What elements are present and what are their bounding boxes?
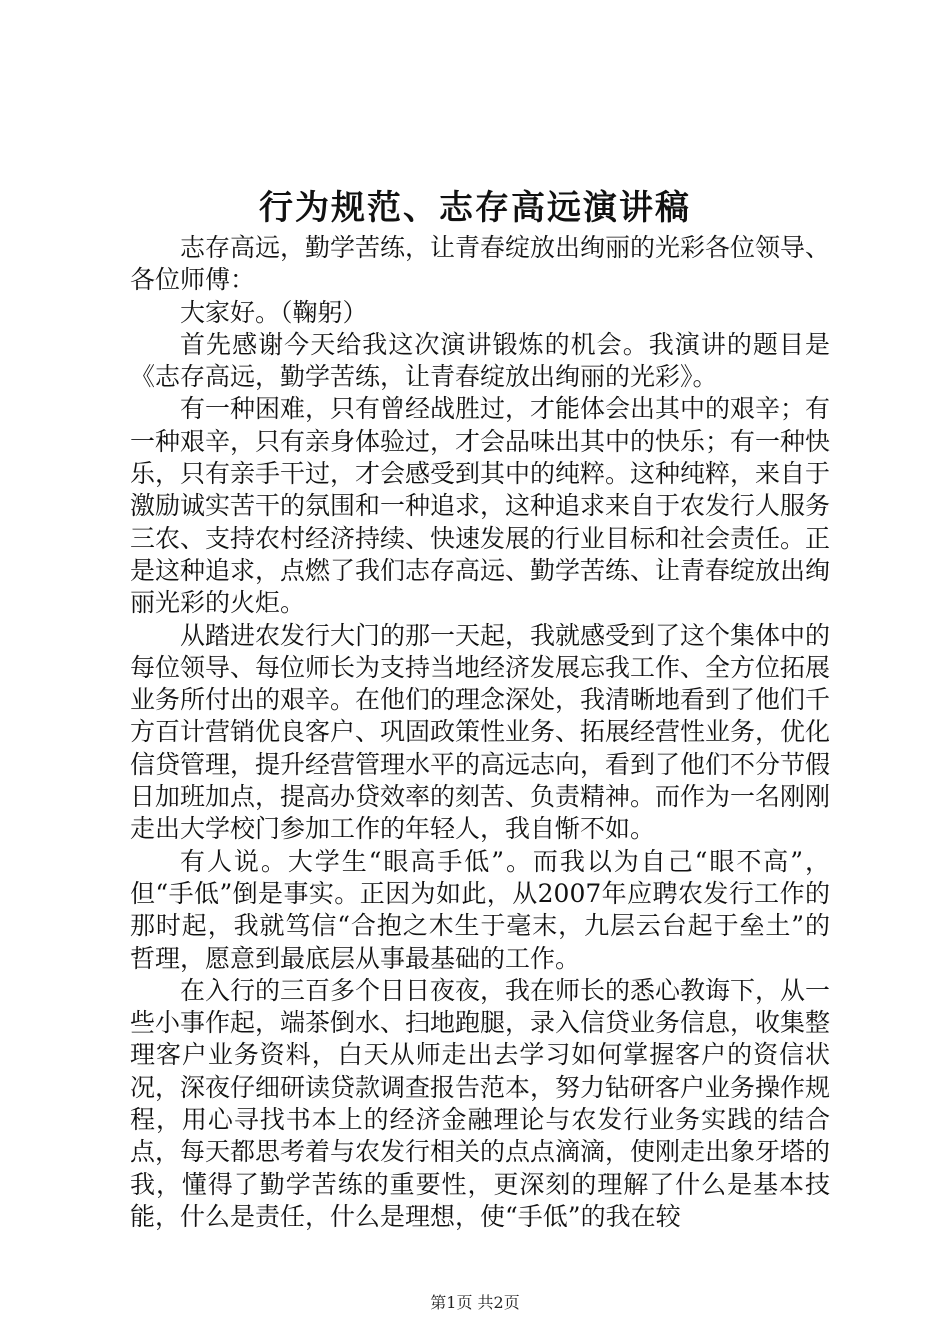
document-body	[130, 232, 830, 1233]
page-number-footer: 第1页 共2页	[430, 1293, 520, 1312]
paragraph: 首先感谢今天给我这次演讲锻炼的机会。我演讲的题目是《志存高远，勤学苦练，让青春绽放出绚丽的光彩》。	[130, 329, 830, 392]
paragraph: 在入行的三百多个日日夜夜，我在师长的悉心教诲下，从一些小事作起，端茶倒水、扫地跑腿，录入信贷业务信息，收集整理客户业务资料，白天从师走出去学习如何掌握客户的资信状况，深夜仔细研读贷款调查报告范本，努力钻研客户业务操作规程，用心寻找书本上的经济金融理论与农发行业务实践的结合点，每天都思考着与农发行相关的点点滴滴，使刚走出象牙塔的我，懂得了勤学苦练的重要性，更深刻的理解了什么是基本技能，什么是责任，什么是理想，使“手低”的我在较	[130, 975, 831, 1231]
paragraph: 从踏进农发行大门的那一天起，我就感受到了这个集体中的每位领导、每位师长为支持当地经济发展忘我工作、全方位拓展业务所付出的艰辛。在他们的理念深处，我清晰地看到了他们千方百计营销优良客户、巩固政策性业务、拓展经营性业务，优化信贷管理，提升经营管理水平的高远志向，看到了他们不分节假日加班加点，提高办贷效率的刻苦、负责精神。而作为一名刚刚走出大学校门参加工作的年轻人，我自惭不如。	[130, 620, 831, 844]
paragraph: 志存高远，勤学苦练，让青春绽放出绚丽的光彩各位领导、各位师傅：	[130, 233, 831, 295]
paragraph: 大家好。（鞠躬）	[180, 297, 368, 327]
paragraph: 有人说。大学生“眼高手低”。而我以为自己“眼不高”，但“手低”倒是事实。正因为如此，从2007年应聘农发行工作的那时起，我就笃信“合抱之木生于毫末，九层云台起于垒土”的哲理，愿意到最底层从事最基础的工作。	[130, 846, 830, 973]
document-title: 行为规范、志存高远演讲稿	[259, 188, 691, 228]
paragraph: 有一种困难，只有曾经战胜过，才能体会出其中的艰辛；有一种艰辛，只有亲身体验过，才会品味出其中的快乐；有一种快乐，只有亲手干过，才会感受到其中的纯粹。这种纯粹，来自于激励诚实苦干的氛围和一种追求，这种追求来自于农发行人服务三农、支持农村经济持续、快速发展的行业目标和社会责任。正是这种追求，点燃了我们志存高远、勤学苦练、让青春绽放出绚丽光彩的火炬。	[130, 394, 831, 618]
